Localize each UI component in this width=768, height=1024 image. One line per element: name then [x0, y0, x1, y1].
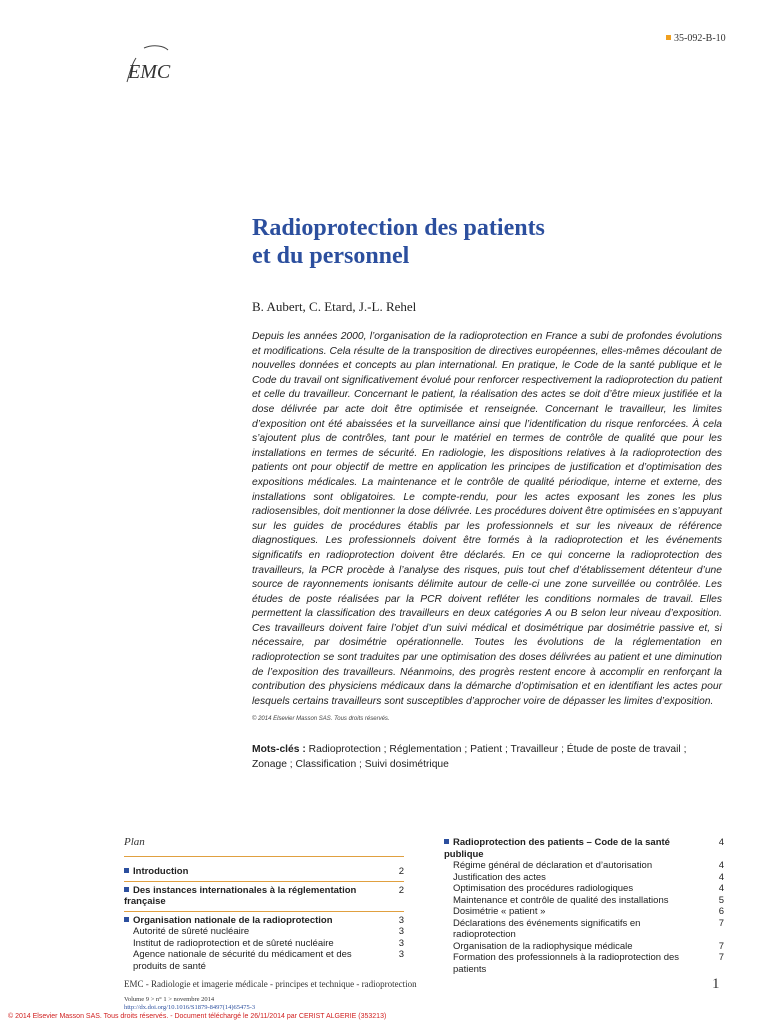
toc-entry[interactable]: [444, 883, 724, 895]
keywords-label: Mots-clés :: [252, 744, 306, 755]
toc-entry-page: 2: [398, 884, 404, 896]
toc-entry[interactable]: [444, 906, 724, 918]
copyright: © 2014 Elsevier Masson SAS. Tous droits réservés.: [252, 716, 390, 722]
orange-square-icon: [666, 35, 671, 40]
article-title: [252, 214, 712, 270]
logo-text: EMC: [128, 61, 171, 83]
title-line-2: et du personnel: [252, 243, 410, 269]
toc-entry-label: Agence nationale de sécurité du médicament et des produits de santé: [133, 949, 352, 972]
toc-entry-page: 7: [718, 940, 724, 952]
toc-entry-label: Optimisation des procédures radiologiques: [453, 883, 634, 894]
toc-entry[interactable]: [444, 941, 724, 953]
toc-entry-page: 3: [398, 949, 404, 960]
keywords-list: Radioprotection ; Réglementation ; Patient ; Travailleur ; Étude de poste de travail ; Zonage ; Classification ; Suivi dosimétrique: [252, 744, 687, 770]
toc-entry-page: 7: [718, 952, 724, 963]
authors: B. Aubert, C. Etard, J.-L. Rehel: [252, 299, 417, 314]
toc-entry-page: 5: [718, 894, 724, 906]
article-reference: [666, 33, 726, 44]
footer-volume: Volume 9 > n° 1 > novembre 2014: [124, 996, 215, 1003]
plan-divider: [124, 856, 404, 857]
toc-entry[interactable]: [444, 860, 724, 872]
toc-entry[interactable]: [124, 915, 404, 927]
toc-entry[interactable]: [444, 872, 724, 884]
toc-entry-page: 6: [718, 906, 724, 917]
toc-entry-label: Introduction: [124, 866, 390, 878]
toc-entry-label: Autorité de sûreté nucléaire: [133, 926, 250, 937]
page-number: 1: [712, 976, 720, 992]
toc-entry-page: 2: [398, 866, 404, 877]
download-notice: © 2014 Elsevier Masson SAS. Tous droits réservés. - Document téléchargé le 26/11/2014 par CERIST ALGERIE (353213): [8, 1013, 387, 1020]
toc-entry-label: Organisation de la radiophysique médicale: [453, 940, 633, 952]
plan-right-column: [444, 837, 724, 975]
toc-entry-label: Organisation nationale de la radioprotection: [124, 915, 390, 927]
toc-entry-label: Institut de radioprotection et de sûreté nucléaire: [133, 937, 334, 949]
title-line-1: Radioprotection des patients: [252, 215, 545, 241]
toc-entry-page: 7: [718, 917, 724, 929]
toc-entry[interactable]: [124, 938, 404, 950]
keywords: [252, 742, 722, 772]
footer-doi-link[interactable]: http://dx.doi.org/10.1016/S1879-8497(14)65475-3: [124, 1004, 256, 1011]
toc-entry-label: Déclarations des événements significatifs en radioprotection: [453, 917, 641, 940]
footer-journal: EMC - Radiologie et imagerie médicale - principes et technique - radioprotection: [124, 979, 417, 989]
toc-entry-page: 4: [718, 871, 724, 883]
toc-entry-label: Formation des professionnels à la radioprotection des patients: [453, 952, 680, 975]
plan-title: Plan: [124, 836, 145, 848]
toc-entry-label: Dosimétrie « patient »: [453, 906, 546, 917]
toc-entry-label: Des instances internationales à la réglementation française: [124, 885, 390, 908]
toc-entry[interactable]: [124, 949, 404, 972]
toc-entry[interactable]: [444, 952, 724, 975]
reference-code: 35-092-B-10: [674, 33, 726, 44]
toc-entry-label: Radioprotection des patients – Code de la santé publique: [444, 837, 710, 860]
toc-entry-label: Maintenance et contrôle de qualité des installations: [453, 894, 669, 906]
toc-entry[interactable]: [444, 837, 724, 860]
abstract: Depuis les années 2000, l’organisation de la radioprotection en France a subi de profondes évolutions et modifications. Cela résulte de la transposition de directives européennes, elles-mêmes découlant de nouvelles données et concepts au plan international. En pratique, le Code de la santé publique et le Code du travail ont significativement évolué pour renforcer respectivement la radioprotection du patient et celle du travailleur. Concernant le patient, la réalisation des actes se doit d’être mieux justifiée et la dose délivrée par acte doit être optimisée et renseignée. Concernant le travailleur, les limites d’exposition ont été abaissées et la surveillance ainsi que l’identification du risque renforcées. À cela s’ajoutent plus de contrôles, tant pour le matériel en termes de contrôle de qualité que pour les installations en termes de sécurité. En radiologie, les dispositions relatives à la radioprotection des patients ont pour objectif de mettre en application les principes de justification et d’optimisation des expositions médicales. La maintenance et le contrôle de qualité périodique, interne et externe, des installations sont obligatoires. Le compte-rendu, pour les actes exposant les zones les plus radiosensibles, doit mentionner la dose délivrée. Les procédures doivent être optimisées en s’appuyant sur les guides de procédures établis par les professionnels et sur les niveaux de référence diagnostiques. Les professionnels doivent être formés à la radioprotection et les événements significatifs en radioprotection doivent être déclarés. En ce qui concerne la radioprotection des travailleurs, la PCR procède à l’analyse des risques, puis tout chef d’établissement détenteur d’une source de rayonnements ionisants délimite autour de celle-ci une zone surveillée ou contrôlée. Les études de poste réalisées par la PCR doivent refléter les conditions normales de travail. Elles permettent la classification des travailleurs en deux catégories A ou B selon leur niveau d’exposition. Ces travailleurs doivent faire l’objet d’un suivi médical et dosimétrique par dosimétrie passive et, si nécessaire, par dosimétrie opérationnelle. Toutes les évolutions de la réglementation en radioprotection se sont traduites par une optimisation des doses délivrées au patient et une diminution de l’exposition des travailleurs. Néanmoins, des progrès restent encore à accomplir en renforçant la contribution des physiciens médicaux dans la démarche d’optimisation et en identifiant les actes pour lesquels certains travailleurs sont susceptibles d’approcher voire de dépasser les limites d’exposition.: [252, 331, 722, 707]
toc-entry-page: 4: [718, 837, 724, 848]
toc-entry[interactable]: [444, 918, 724, 941]
toc-entry-page: 4: [718, 883, 724, 894]
toc-entry[interactable]: [124, 866, 404, 882]
toc-entry[interactable]: [444, 895, 724, 907]
toc-entry-label: Justification des actes: [453, 871, 546, 883]
toc-entry-page: 3: [398, 914, 404, 926]
toc-entry-page: 3: [398, 926, 404, 937]
plan-left-column: [124, 866, 404, 972]
toc-entry-label: Régime général de déclaration et d’autorisation: [453, 860, 653, 871]
toc-entry-page: 4: [718, 860, 724, 871]
emc-logo: [124, 42, 172, 90]
toc-entry[interactable]: [124, 885, 404, 912]
toc-entry-page: 3: [398, 937, 404, 949]
toc-entry[interactable]: [124, 926, 404, 938]
